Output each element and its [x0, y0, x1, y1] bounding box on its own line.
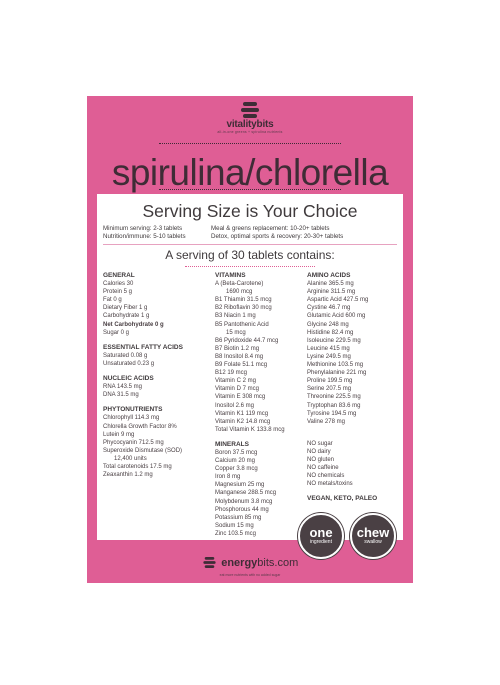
list-item: Copper 3.8 mcg — [215, 466, 258, 473]
nucleic-acids-heading: NUCLEIC ACIDS — [103, 375, 154, 383]
list-item: Protein 5 g — [103, 289, 133, 296]
list-item: B8 Inositol 8.4 mg — [215, 353, 264, 360]
list-item: Dietary Fiber 1 g — [103, 305, 148, 312]
serving-guide — [103, 225, 343, 241]
list-item: Zinc 103.5 mcg — [215, 530, 257, 537]
column-vitamins-minerals — [215, 272, 305, 538]
footer-brand — [221, 557, 298, 569]
product-card — [87, 96, 413, 583]
serving-divider — [103, 244, 397, 245]
nutrition-panel — [97, 194, 403, 540]
list-item: Iron 8 mg — [215, 474, 241, 481]
list-item: Alanine 365.5 mg — [307, 281, 354, 288]
list-item: 12,400 units — [114, 455, 147, 462]
list-item: Vitamin D 7 mcg — [215, 386, 259, 393]
list-item: B9 Folate 51.1 mcg — [215, 362, 268, 369]
vitamins-heading: VITAMINS — [215, 272, 246, 279]
free-from-item: NO metals/toxins — [307, 481, 353, 488]
list-item: Fat 0 g — [103, 297, 122, 304]
list-item: 15 mcg — [226, 329, 246, 336]
divider-headline — [159, 189, 341, 190]
list-item: Glutamic Acid 600 mg — [307, 313, 366, 320]
fatty-acids-heading: ESSENTIAL FATTY ACIDS — [103, 343, 183, 351]
list-item: Carbohydrate 1 g — [103, 313, 150, 320]
contains-title: A serving of 30 tablets contains: — [165, 248, 335, 262]
list-item: B5 Pantothenic Acid — [215, 321, 269, 328]
serving-minimum: Minimum serving: 2-3 tablets — [103, 225, 183, 232]
footer-brand-bold: energy — [221, 556, 258, 569]
free-from-item: NO chemicals — [307, 473, 345, 480]
amino-acids-heading: AMINO ACIDS — [307, 272, 351, 279]
list-item: Vitamin K1 119 mcg — [215, 410, 269, 417]
footer-brand-rest: bits.com — [257, 556, 299, 569]
list-item: Proline 199.5 mg — [307, 378, 353, 385]
badge-swallow-text: swallow — [364, 539, 382, 545]
list-item: Leucine 415 mg — [307, 345, 350, 352]
list-item: Arginine 311.5 mg — [307, 289, 356, 296]
list-item: Lutein 9 mg — [103, 431, 135, 438]
list-item: Molybdenum 3.8 mcg — [215, 498, 273, 505]
list-item: Chlorella Growth Factor 8% — [103, 423, 177, 430]
brand-logo — [87, 102, 413, 134]
list-item: Cystine 46.7 mg — [307, 305, 351, 312]
one-ingredient-badge — [298, 513, 344, 559]
stacked-tablets-icon — [239, 102, 261, 118]
list-item: Superoxide Dismutase (SOD) — [103, 447, 183, 454]
serving-immune: Nutrition/immune: 5-10 tablets — [103, 233, 186, 240]
list-item: Histidine 82.4 mg — [307, 329, 354, 336]
minerals-heading: MINERALS — [215, 440, 249, 448]
list-item: Manganese 288.5 mcg — [215, 490, 277, 497]
list-item: Total carotenoids 17.5 mg — [103, 463, 172, 470]
brand-tagline: all-in-one greens + spirulina nutrients — [217, 130, 283, 134]
list-item: Zeaxanthin 1.2 mg — [103, 472, 153, 479]
list-item: Vitamin E 308 mcg — [215, 394, 266, 401]
list-item: Sugar 0 g — [103, 329, 130, 336]
list-item: Aspartic Acid 427.5 mg — [307, 297, 369, 304]
list-item: 1690 mcg — [226, 289, 253, 296]
serving-meal: Meal & greens replacement: 10-20+ tablets — [211, 225, 330, 232]
footer-tagline: eat more nutrients with no added sugar — [219, 573, 281, 577]
footer-logo — [87, 554, 413, 577]
list-item: Phosphorous 44 mg — [215, 506, 269, 513]
divider-top — [159, 143, 341, 144]
list-item: DNA 31.5 mg — [103, 392, 139, 399]
brand-name: vitalitybits — [226, 119, 274, 130]
free-from-item: NO gluten — [307, 456, 335, 463]
list-item: B3 Niacin 1 mg — [215, 313, 256, 320]
phytonutrients-heading: PHYTONUTRIENTS — [103, 406, 163, 414]
list-item: Magnesium 25 mg — [215, 482, 265, 489]
chew-swallow-badge — [350, 513, 396, 559]
list-item: A (Beta-Carotene) — [215, 281, 264, 288]
column-general — [103, 272, 211, 479]
list-item: Vitamin C 2 mg — [215, 378, 256, 385]
list-item: Serine 207.5 mg — [307, 386, 352, 393]
list-item: Saturated 0.08 g — [103, 352, 148, 359]
list-item: Unsaturated 0.23 g — [103, 360, 155, 367]
stacked-tablets-icon — [202, 557, 217, 568]
badge-one-text: one — [309, 525, 333, 540]
list-item: Glycine 248 mg — [307, 321, 349, 328]
list-item: Tryptophan 83.6 mg — [307, 402, 361, 409]
list-item: Tyrosine 194.5 mg — [307, 410, 357, 417]
list-item: RNA 143.5 mg — [103, 384, 143, 391]
list-item: Calcium 20 mg — [215, 458, 256, 465]
column-amino-acids — [307, 272, 401, 503]
list-item: Boron 37.5 mcg — [215, 449, 258, 456]
general-heading: GENERAL — [103, 272, 135, 279]
list-item: Net Carbohydrate 0 g — [103, 321, 164, 328]
list-item: B12 19 mcg — [215, 370, 248, 377]
list-item: Vitamin K2 14.8 mcg — [215, 418, 271, 425]
badge-chew-text: chew — [356, 525, 390, 540]
diet-line: VEGAN, KETO, PALEO — [307, 495, 378, 503]
list-item: Phenylalanine 221 mg — [307, 370, 367, 377]
list-item: Methionine 103.5 mg — [307, 362, 364, 369]
list-item: Chlorophyll 114.3 mg — [103, 415, 160, 422]
free-from-item: NO sugar — [307, 440, 333, 447]
list-item: Isoleucine 229.5 mg — [307, 337, 361, 344]
list-item: Sodium 15 mg — [215, 522, 254, 529]
list-item: Inositol 2.6 mg — [215, 402, 255, 409]
list-item: Calories 30 — [103, 281, 134, 288]
list-item: B1 Thiamin 31.5 mcg — [215, 297, 272, 304]
contains-divider — [185, 266, 315, 267]
product-headline: spirulina/chlorella — [111, 152, 389, 193]
list-item: Total Vitamin K 133.8 mcg — [215, 426, 285, 433]
badge-ingredient-text: ingredient — [310, 539, 332, 545]
list-item: B6 Pyridoxide 44.7 mcg — [215, 337, 279, 344]
serving-detox: Detox, optimal sports & recovery: 20-30+ tablets — [211, 233, 344, 240]
free-from-item: NO dairy — [307, 448, 331, 455]
list-item: Phycocyanin 712.5 mg — [103, 439, 164, 446]
list-item: Lysine 249.5 mg — [307, 353, 351, 360]
free-from-item: NO caffeine — [307, 465, 339, 472]
list-item: Valine 278 mg — [307, 418, 345, 425]
list-item: Threonine 225.5 mg — [307, 394, 361, 401]
list-item: Potassium 85 mg — [215, 514, 262, 521]
list-item: B7 Biotin 1.2 mg — [215, 345, 260, 352]
list-item: B2 Riboflavin 30 mcg — [215, 305, 272, 312]
serving-title: Serving Size is Your Choice — [142, 201, 358, 221]
